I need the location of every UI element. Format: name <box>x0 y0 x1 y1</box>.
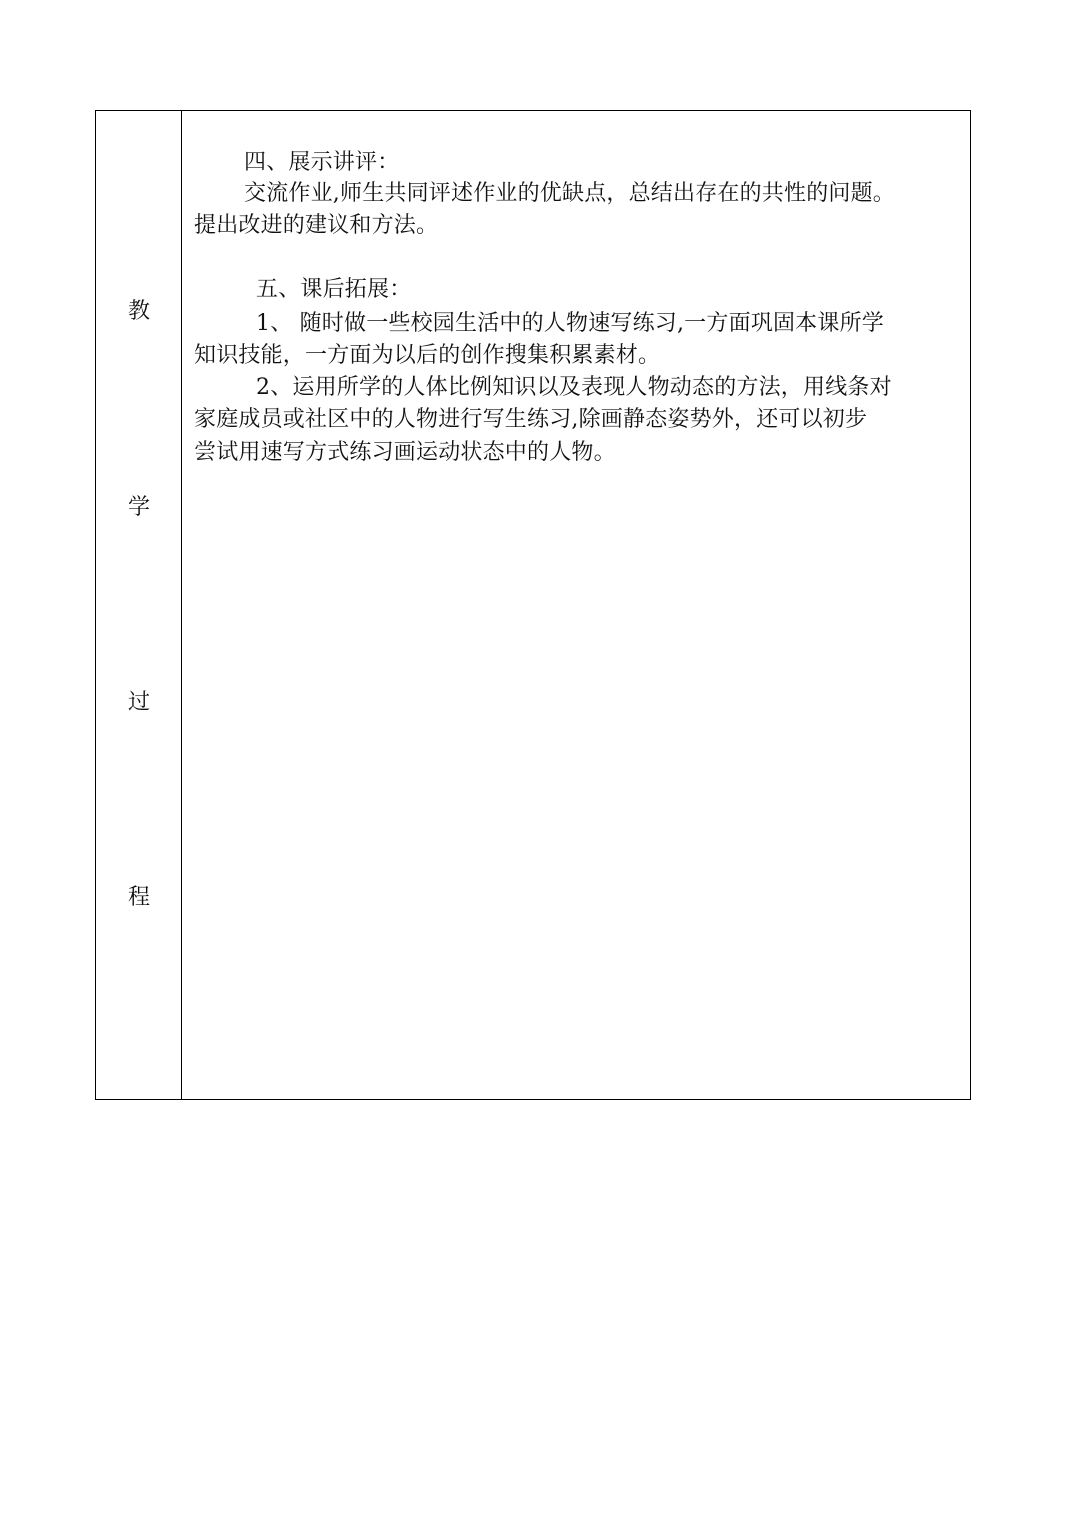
section-label-char: 学 <box>127 495 150 520</box>
section-label-char: 教 <box>127 299 150 324</box>
section-label-char: 过 <box>127 690 150 715</box>
paragraph-line: 交流作业,师生共同评述作业的优缺点，总结出存在的共性的问题。 <box>244 181 895 206</box>
section-heading-extension: 五、课后拓展： <box>256 277 412 302</box>
list-item-line: 2、运用所学的人体比例知识以及表现人物动态的方法，用线条对 <box>256 375 892 400</box>
lesson-table <box>95 110 971 1100</box>
section-label-column <box>96 111 182 1099</box>
list-item-line: 家庭成员或社区中的人物进行写生练习,除画静态姿势外，还可以初步 <box>194 407 868 432</box>
list-item-line: 1、 随时做一些校园生活中的人物速写练习,一方面巩固本课所学 <box>256 311 884 336</box>
section-heading-display: 四、展示讲评： <box>244 150 400 175</box>
section-label-char: 程 <box>127 885 150 910</box>
paragraph-line: 提出改进的建议和方法。 <box>194 213 439 238</box>
list-item-line: 尝试用速写方式练习画运动状态中的人物。 <box>194 440 616 465</box>
list-item-line: 知识技能，一方面为以后的创作搜集积累素材。 <box>194 343 661 368</box>
content-column <box>182 111 970 1099</box>
